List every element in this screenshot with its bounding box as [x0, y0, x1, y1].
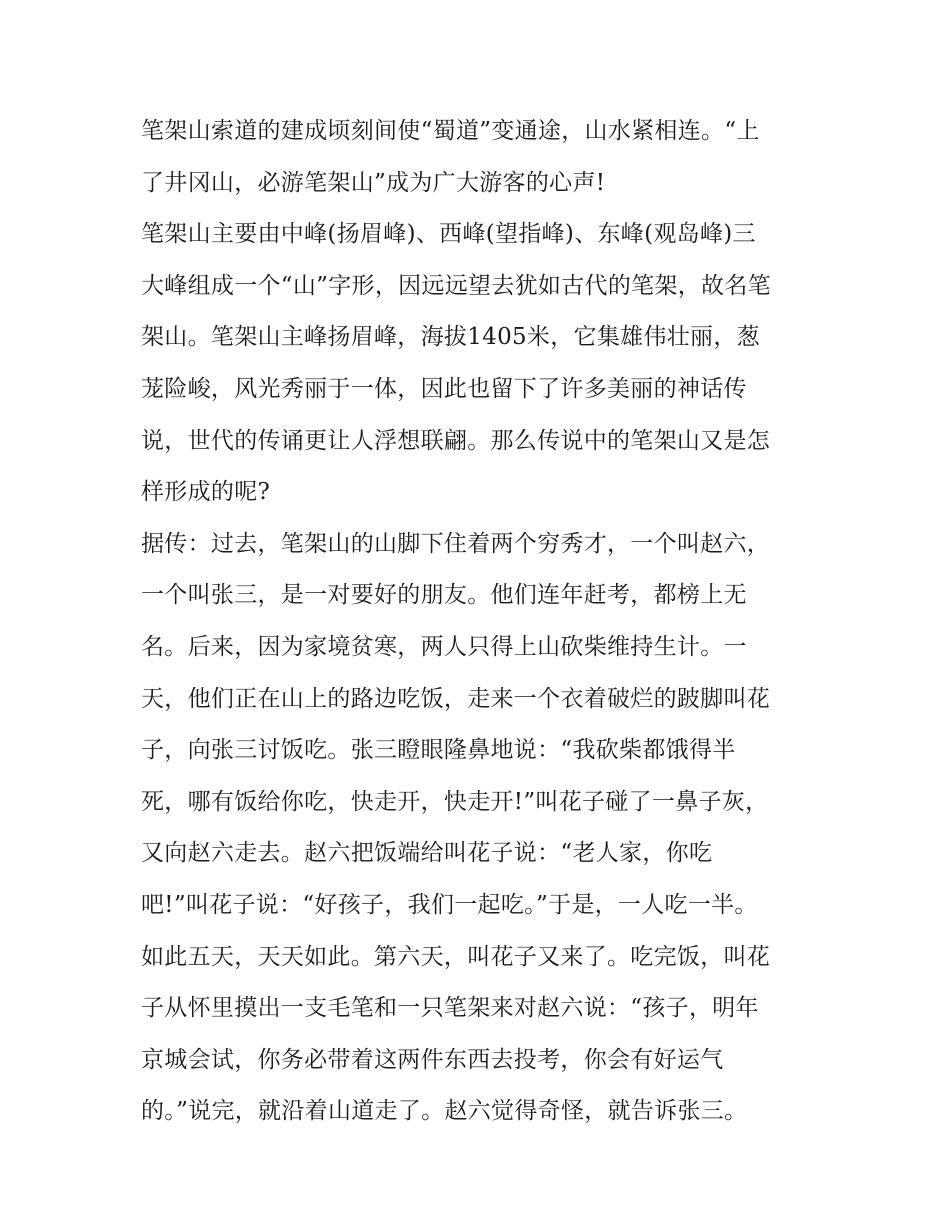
- text-line: 茏险峻，风光秀丽于一体，因此也留下了许多美丽的神话传: [141, 375, 747, 402]
- body-text: [141, 106, 821, 1138]
- text-line: 样形成的呢?: [141, 479, 271, 506]
- text-line: 名。后来，因为家境贫寒，两人只得上山砍柴维持生计。一: [141, 633, 747, 660]
- text-line: 笔架山索道的建成顷刻间使“蜀道”变通途，山水紧相连。“上: [141, 118, 760, 144]
- text-line: 说，世代的传诵更让人浮想联翩。那么传说中的笔架山又是怎: [141, 427, 771, 454]
- text-line: 的。”说完，就沿着山道走了。赵六觉得奇怪，就告诉张三。: [141, 1098, 748, 1125]
- text-line: 京城会试，你务必带着这两件东西去投考，你会有好运气: [141, 1046, 724, 1073]
- text-line: 笔架山主要由中峰(扬眉峰)、西峰(望指峰)、东峰(观岛峰)三: [141, 221, 756, 248]
- text-line: 天，他们正在山上的路边吃饭，走来一个衣着破烂的跛脚叫花: [141, 685, 771, 712]
- text-line: 了井冈山，必游笔架山”成为广大游客的心声!: [141, 169, 606, 196]
- text-line: 子从怀里摸出一支毛笔和一只笔架来对赵六说：“孩子，明年: [141, 995, 759, 1022]
- text-line: 子，向张三讨饭吃。张三瞪眼隆鼻地说：“我砍柴都饿得半: [141, 737, 736, 764]
- text-line: 吧!”叫花子说：“好孩子，我们一起吃。”于是，一人吃一半。: [141, 891, 758, 918]
- text-line: 一个叫张三，是一对要好的朋友。他们连年赶考，都榜上无: [141, 582, 747, 609]
- text-line: 死，哪有饭给你吃，快走开，快走开!”叫花子碰了一鼻子灰，: [141, 788, 769, 815]
- text-line: 又向赵六走去。赵六把饭端给叫花子说：“老人家，你吃: [141, 840, 713, 867]
- text-line: 架山。笔架山主峰扬眉峰，海拔1405米，它集雄伟壮丽，葱: [141, 324, 760, 351]
- text-line: 据传：过去，笔架山的山脚下住着两个穷秀才，一个叫赵六，: [141, 530, 771, 557]
- text-line: 大峰组成一个“山”字形，因远远望去犹如古代的笔架，故名笔: [141, 272, 771, 299]
- text-line: 如此五天，天天如此。第六天，叫花子又来了。吃完饭，叫花: [141, 943, 771, 970]
